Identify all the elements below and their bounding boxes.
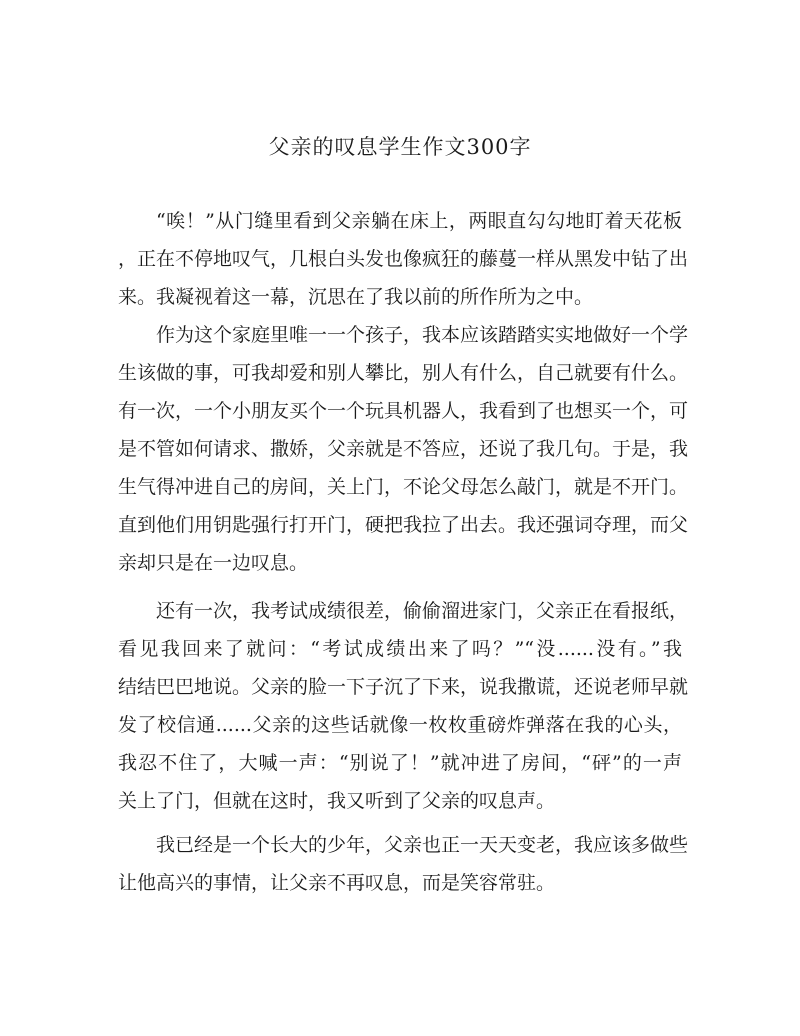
paragraph-4-line-2: 让他高兴的事情，让父亲不再叹息，而是笑容常驻。 [118,872,556,894]
paragraph-3-line-1: 还有一次，我考试成绩很差，偷偷溜进家门，父亲正在看报纸， [156,600,689,622]
paragraph-2-line-6: 直到他们用钥匙强行打开门，硬把我拉了出去。我还强词夺理，而父 [118,514,689,536]
paragraph-1-line-3: 来。我凝视着这一幕，沉思在了我以前的所作所为之中。 [118,286,594,308]
paragraph-2-line-4: 是不管如何请求、撒娇，父亲就是不答应，还说了我几句。于是，我 [118,438,689,460]
paragraph-3-line-5: 我忍不住了，大喊一声：“别说了！”就冲进了房间，“砰”的一声 [118,752,682,774]
paragraph-2-line-1: 作为这个家庭里唯一一个孩子，我本应该踏踏实实地做好一个学 [156,324,689,346]
paragraph-1-line-2: ，正在不停地叹气，几根白头发也像疯狂的藤蔓一样从黑发中钻了出 [118,248,689,270]
document-title: 父亲的叹息学生作文300字 [268,135,532,159]
paragraph-3-line-3: 结结巴巴地说。父亲的脸一下子沉了下来，说我撒谎，还说老师早就 [118,676,689,698]
paragraph-3-line-4: 发了校信通......父亲的这些话就像一枚枚重磅炸弹落在我的心头， [118,714,682,736]
paragraph-4-line-1: 我已经是一个长大的少年，父亲也正一天天变老，我应该多做些 [156,834,689,856]
paragraph-2-line-3: 有一次，一个小朋友买个一个玩具机器人，我看到了也想买一个，可 [118,400,689,422]
paragraph-1-line-1: “唉！”从门缝里看到父亲躺在床上，两眼直勾勾地盯着天花板 [156,210,682,232]
paragraph-2-line-2: 生该做的事，可我却爱和别人攀比，别人有什么，自己就要有什么。 [118,362,689,384]
paragraph-3-line-6: 关上了门，但就在这时，我又听到了父亲的叹息声。 [118,790,556,812]
paragraph-2-line-7: 亲却只是在一边叹息。 [118,552,309,574]
paragraph-3-line-2: 看见我回来了就问：“考试成绩出来了吗？”“没......没有。”我 [118,638,682,660]
paragraph-2-line-5: 生气得冲进自己的房间，关上门，不论父母怎么敲门，就是不开门。 [118,476,689,498]
